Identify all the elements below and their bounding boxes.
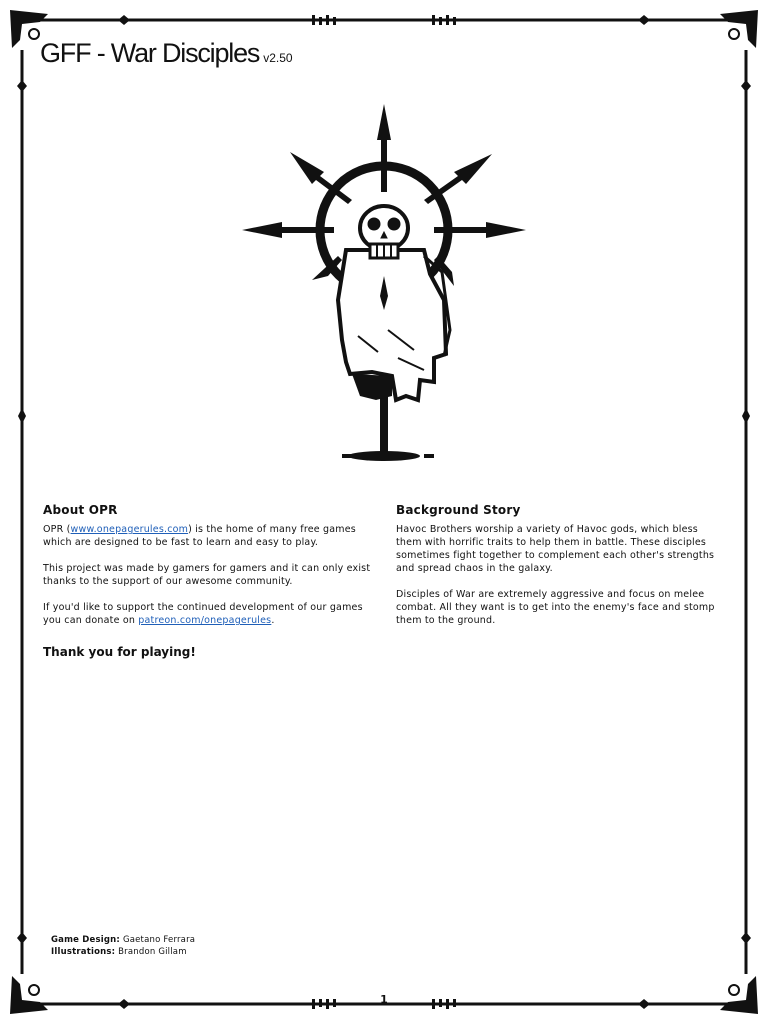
credit-game-design	[51, 934, 195, 946]
story-heading: Background Story	[396, 503, 521, 517]
credit-illus-label: Illustrations:	[51, 947, 116, 957]
about-paragraph-3	[43, 601, 373, 627]
page-number: 1	[380, 993, 388, 1006]
about-p1-text-start: OPR (	[43, 524, 71, 535]
credit-design-label: Game Design:	[51, 935, 121, 945]
about-p3-text-start: If you'd like to support the continued development of our games you can donate on	[43, 602, 363, 626]
about-paragraph-1	[43, 523, 373, 549]
background-story-section	[396, 503, 726, 640]
about-p3-text-end: .	[271, 615, 275, 626]
story-paragraph-1: Havoc Brothers worship a variety of Havoc gods, which bless them with horrific traits to help them in battle. These disciples sometimes fight together to complement each other's strengths and spread chaos in the galaxy.	[396, 524, 715, 574]
thank-you-heading: Thank you for playing!	[43, 645, 196, 659]
title-text: GFF - War Disciples	[40, 38, 260, 68]
about-paragraph-2: This project was made by gamers for gamers and it can only exist thanks to the support of our awesome community.	[43, 563, 371, 587]
credit-design-name: Gaetano Ferrara	[122, 935, 196, 945]
faction-emblem-illustration	[238, 100, 530, 470]
about-p1-text-end: ) is the home of many free games which are designed to be fast to learn and easy to play.	[43, 524, 356, 548]
page-title	[40, 38, 293, 69]
credits	[51, 934, 195, 958]
about-opr-section	[43, 503, 373, 659]
about-heading: About OPR	[43, 503, 118, 517]
corner-ornament-top-right	[720, 10, 758, 48]
credit-illustrations	[51, 946, 195, 958]
credit-illus-name: Brandon Gillam	[118, 947, 187, 957]
patreon-link[interactable]: patreon.com/onepagerules	[138, 615, 272, 626]
version-label: v2.50	[263, 51, 293, 65]
opr-website-link[interactable]: www.onepagerules.com	[70, 524, 189, 535]
story-paragraph-2: Disciples of War are extremely aggressive and focus on melee combat. All they want is to get into the enemy's face and stomp them to the ground.	[396, 589, 715, 626]
